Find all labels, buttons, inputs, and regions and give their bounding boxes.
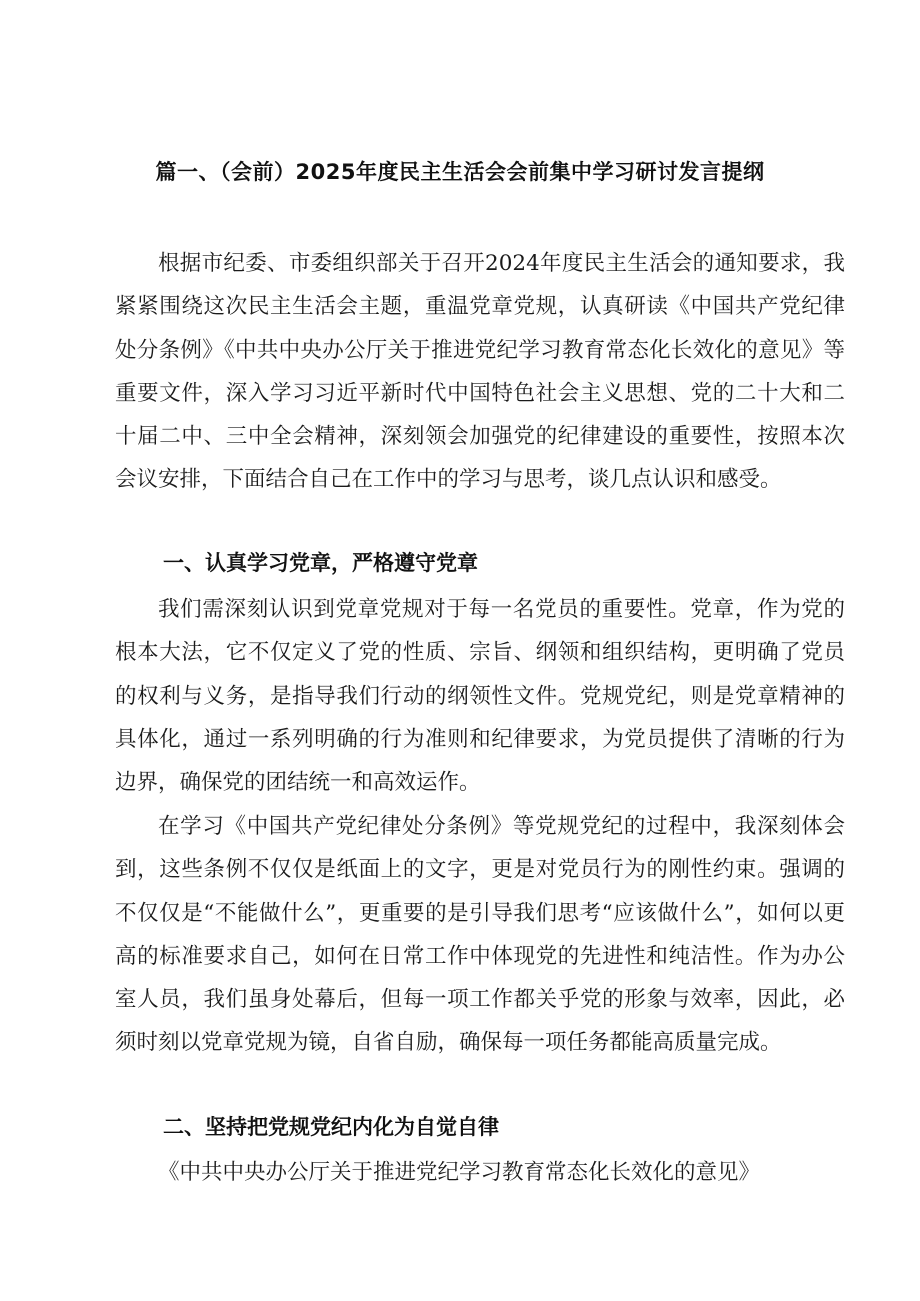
- intro-paragraph: 根据市纪委、市委组织部关于召开2024年度民主生活会的通知要求，我紧紧围绕这次民主生活会主题，重温党章党规，认真研读《中国共产党纪律处分条例》《中共中央办公厅关于推进党纪学习教育常态化长效化的意见》等重要文件，深入学习习近平新时代中国特色社会主义思想、党的二十大和二十届二中、三中全会精神，深刻领会加强党的纪律建设的重要性，按照本次会议安排，下面结合自己在工作中的学习与思考，谈几点认识和感受。: [115, 251, 845, 493]
- section-1-paragraph-2: 在学习《中国共产党纪律处分条例》等党规党纪的过程中，我深刻体会到，这些条例不仅仅是纸面上的文字，更是对党员行为的刚性约束。强调的不仅仅是“不能做什么”，更重要的是引导我们思考“应该做什么”，如何以更高的标准要求自己，如何在日常工作中体现党的先进性和纯洁性。作为办公室人员，我们虽身处幕后，但每一项工作都关乎党的形象与效率，因此，必须时刻以党章党规为镜，自省自励，确保每一项任务都能高质量完成。: [115, 814, 845, 1056]
- section-1-paragraph-1: 我们需深刻认识到党章党规对于每一名党员的重要性。党章，作为党的根本大法，它不仅定义了党的性质、宗旨、纲领和组织结构，更明确了党员的权利与义务，是指导我们行动的纲领性文件。党规党纪，则是党章精神的具体化，通过一系列明确的行为准则和纪律要求，为党员提供了清晰的行为边界，确保党的团结统一和高效运作。: [115, 597, 845, 796]
- section-2-heading: 二、坚持把党规党纪内化为自觉自律: [163, 1115, 499, 1139]
- document-title: 篇一、（会前）2025年度民主生活会会前集中学习研讨发言提纲: [155, 160, 765, 184]
- section-1-heading: 一、认真学习党章，严格遵守党章: [163, 551, 478, 575]
- section-2-paragraph-1: 《中共中央办公厅关于推进党纪学习教育常态化长效化的意见》: [158, 1160, 761, 1185]
